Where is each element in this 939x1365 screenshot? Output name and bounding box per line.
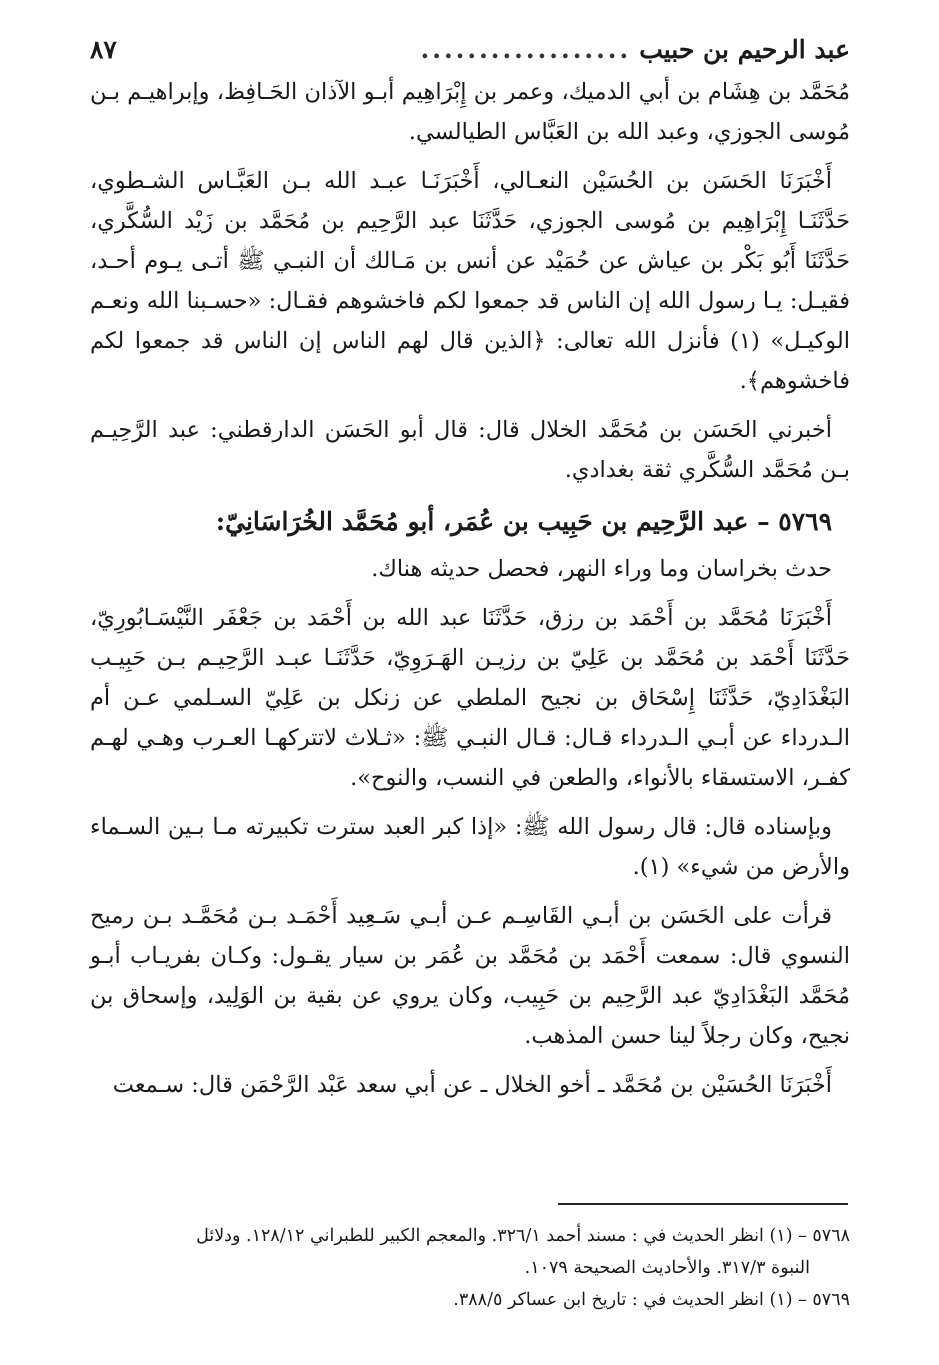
running-title: عبد الرحيم بن حبيب [639,35,850,64]
page-number: ٨٧ [90,35,117,64]
footnotes [90,1222,850,1318]
paragraph: أَخْبَرَنَا الحُسَيْن بن مُحَمَّد ـ أخو الخلال ـ عن أبي سعد عَبْد الرَّحْمَن قال: سـمعت [112,1072,832,1098]
leader-dots: .................. [420,35,632,64]
footnote-line: ٥٧٦٩ – (١) انظر الحديث في : تاريخ ابن عساكر ٣٨٨/٥. [453,1290,850,1310]
footnote-divider [558,1203,848,1205]
paragraph: أخبرني الحَسَن بن مُحَمَّد الخلال قال: قال أبو الحَسَن الدارقطني: عبد الرَّحِيـم بـن مُحَمَّد السُّكَّري ثقة بغدادي. [90,417,850,483]
paragraph: وبإسناده قال: قال رسول الله ﷺ: «إذا كبر العبد سترت تكبيرته مـا بـين السـماء والأرض من شيء» (١). [90,814,850,880]
paragraph: قرأت على الحَسَن بن أبـي القَاسِـم عـن أبـي سَـعِيد أَحْمَـد بـن مُحَمَّـد بـن رميح النسوي قال: سمعت أَحْمَد بن مُحَمَّد بن عُمَر بن سيار يقـول: وكـان بفريـاب أبـو مُحَمَّد البَغْدَادِيّ عبد الرَّحِيم بن حَبِيب، وكان يروي عن بقية بن الوَلِيد، وإسحاق بن نجيح، وكان رجلاً لينا حسن المذهب. [90,903,850,1049]
paragraph: أَخْبَرَنَا الحَسَن بن الحُسَيْن النعـالي، أَخْبَرَنَـا عبـد الله بـن العَبَّـاس الشـطوي، حَدَّثَنَـا إِبْرَاهِيم بن مُوسى الجوزي، حَدَّثَنَا عبد الرَّحِيم بن مُحَمَّد بن زَيْد السُّكَّري، حَدَّثَنَا أَبُو بَكْر بن عياش عن حُمَيْد عن أنس بن مَـالك أن النبـي ﷺ أتـى يـوم أحـد، فقيـل: يـا رسول الله إن الناس قد جمعوا لكم فاخشوهم فقـال: «حسـبنا الله ونعـم الوكيـل» (١) فأنزل الله تعالى: ﴿الذين قال لهم الناس إن الناس قد جمعوا لكم فاخشوهم﴾. [90,168,850,394]
entry-heading: ٥٧٦٩ – عبد الرَّحِيم بن حَبِيب بن عُمَر، أبو مُحَمَّد الخُرَاسَانِيّ: [215,507,832,536]
paragraph: مُحَمَّد بن هِشَام بن أبي الدميك، وعمر بن إِبْرَاهِيم أبـو الآذان الحَـافِظ، وإبراهيـم بـن مُوسى الجوزي، وعبد الله بن العَبَّاس الطيالسي. [90,79,850,145]
book-page [90,28,850,1114]
paragraph: حدث بخراسان وما وراء النهر، فحصل حديثه هناك. [371,556,832,582]
paragraph: أَخْبَرَنَا مُحَمَّد بن أَحْمَد بن رزق، حَدَّثَنَا عبد الله بن أَحْمَد بن جَعْفَر النَّيْسَـابُورِيّ، حَدَّثَنَا أَحْمَد بن مُحَمَّد بن عَلِيّ بن رزيـن الهَـرَوِيّ، حَدَّثَنَـا عبـد الرَّحِيـم بـن حَبِيـب البَغْدَادِيّ، حَدَّثَنَا إِسْحَاق بن نجيح الملطي عن زنكل بن عَلِيّ السـلمي عـن أم الـدرداء عن أبـي الـدرداء قـال: قـال النبـي ﷺ: «ثـلاث لاتتركهـا العـرب وهـي لهـم كفـر، الاستسقاء بالأنواء، والطعن في النسب، والنوح». [90,605,850,791]
footnote-line: ٥٧٦٨ – (١) انظر الحديث في : مسند أحمد ٣٢٦/١. والمعجم الكبير للطبراني ١٢٨/١٢. ودلائل [196,1226,850,1246]
footnote-line: النبوة ٣١٧/٣. والأحاديث الصحيحة ١٠٧٩. [524,1258,810,1278]
page-header [90,28,850,72]
page-body [90,72,850,1105]
